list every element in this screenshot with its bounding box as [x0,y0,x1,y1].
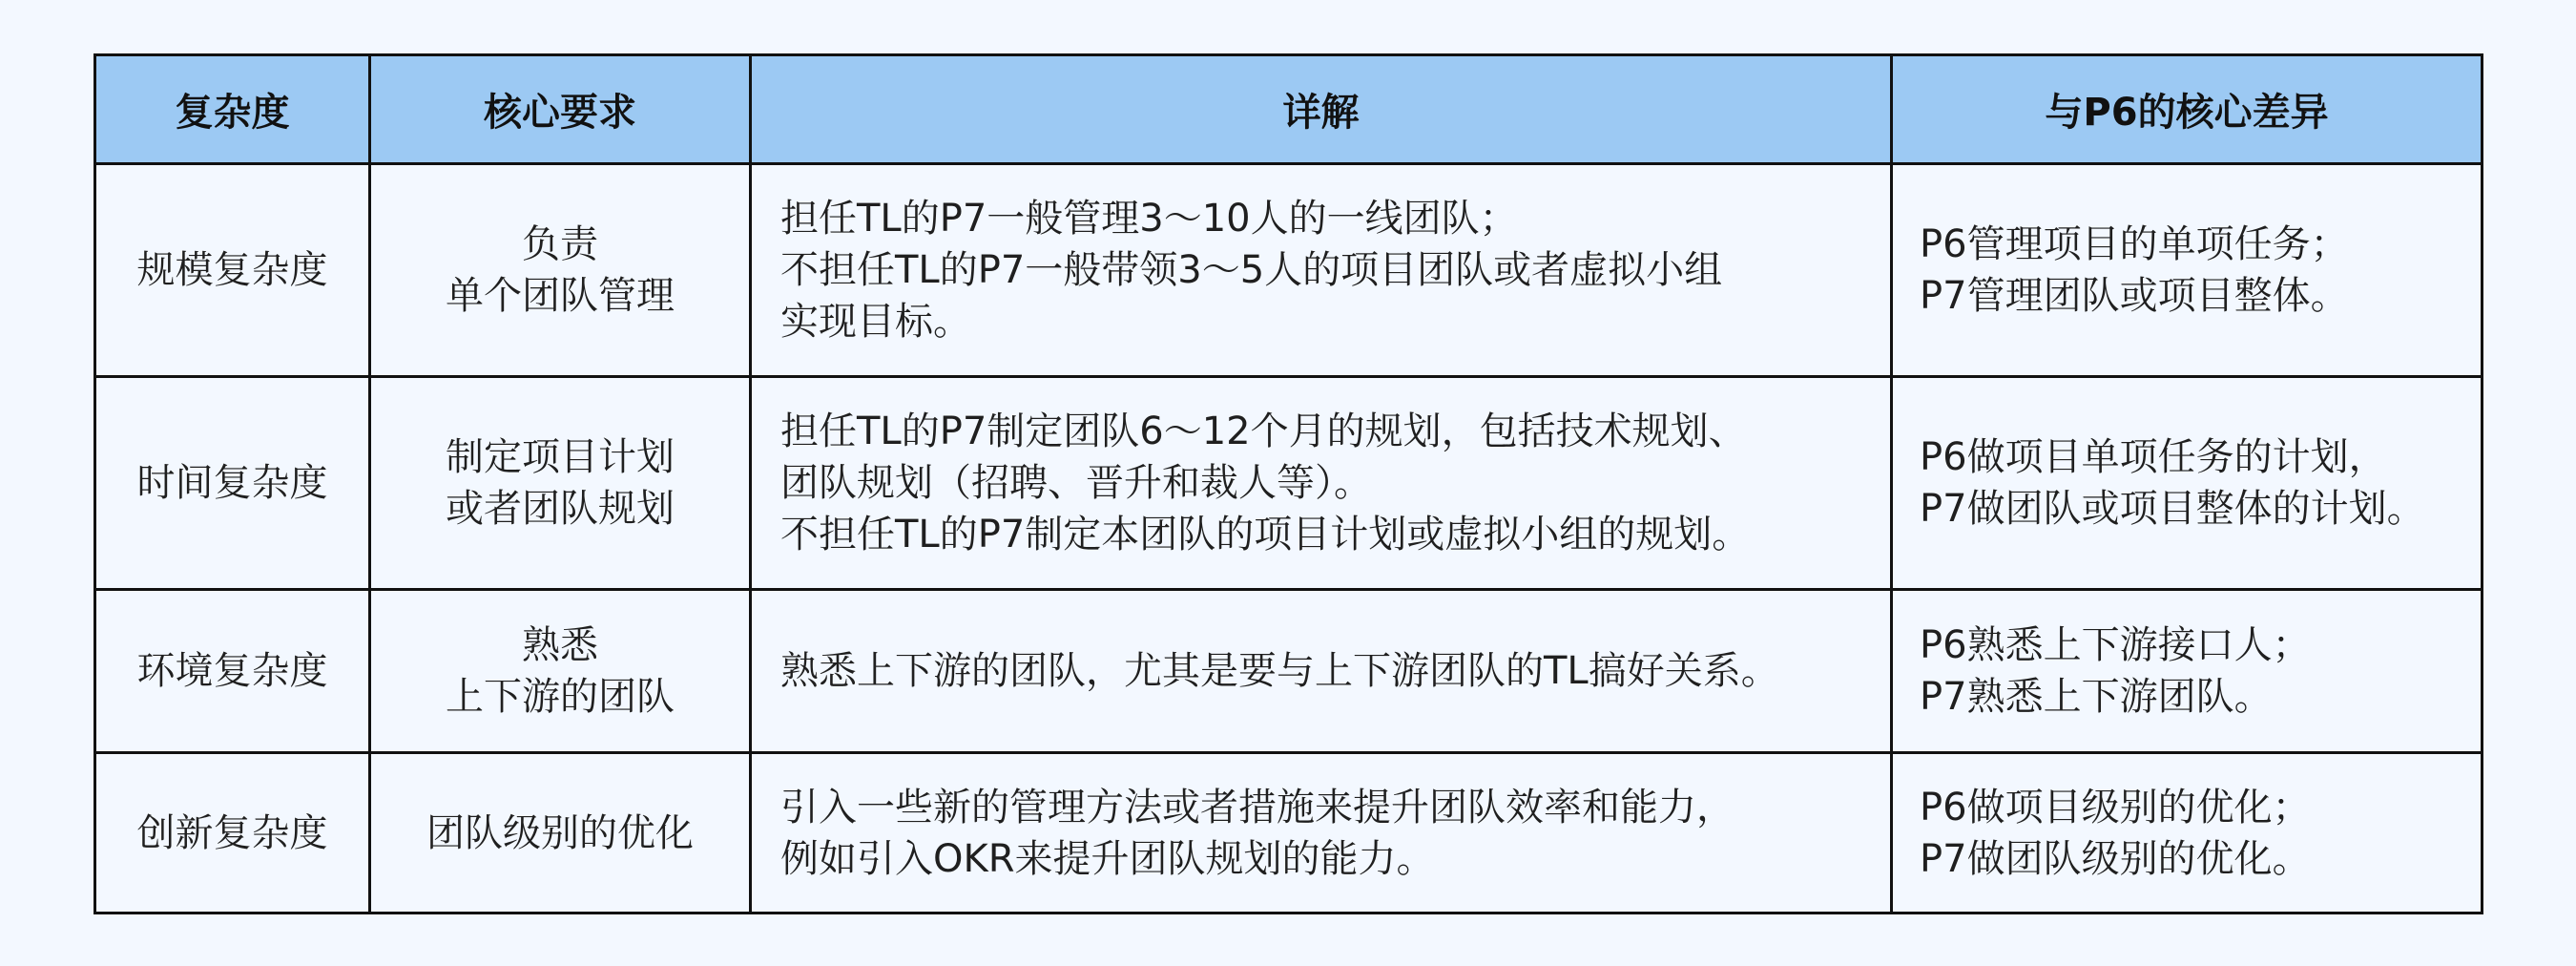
cell-complexity: 创新复杂度 [95,753,370,914]
detail-line: 担任TL的P7制定团队6～12个月的规划，包括技术规划、 [780,410,1747,453]
requirement-line: 制定项目计划 [446,435,675,479]
table-row [95,377,2483,590]
requirement-line: 团队级别的优化 [426,810,694,855]
difference-line: P7管理团队或项目整体。 [1920,274,2349,318]
difference-line: P6做项目单项任务的计划， [1920,435,2387,479]
requirement-line: 负责 [522,222,598,266]
header-difference-from-p6: 与P6的核心差异 [1892,55,2483,164]
cell-detail [751,164,1892,377]
cell-requirement [370,377,751,590]
detail-line: 熟悉上下游的团队，尤其是要与上下游团队的TL搞好关系。 [780,649,1779,693]
table-row [95,590,2483,753]
detail-line: 引入一些新的管理方法或者措施来提升团队效率和能力， [780,785,1735,830]
difference-line: P6做项目级别的优化； [1920,785,2311,830]
header-complexity: 复杂度 [95,55,370,164]
difference-line: P6熟悉上下游接口人； [1920,623,2311,667]
cell-requirement [370,590,751,753]
difference-line: P7做团队级别的优化。 [1920,836,2311,881]
complexity-table-container [93,53,2481,914]
cell-difference [1892,590,2483,753]
requirement-line: 熟悉 [522,623,598,667]
cell-complexity: 环境复杂度 [95,590,370,753]
difference-line: P7做团队或项目整体的计划。 [1920,487,2425,531]
detail-line: 不担任TL的P7制定本团队的项目计划或虚拟小组的规划。 [780,513,1751,556]
cell-detail [751,753,1892,914]
requirement-line: 或者团队规划 [446,487,675,531]
header-detail: 详解 [751,55,1892,164]
difference-line: P7熟悉上下游团队。 [1920,675,2273,719]
table-row [95,753,2483,914]
cell-requirement [370,753,751,914]
requirement-line: 上下游的团队 [446,675,675,719]
cell-difference [1892,164,2483,377]
complexity-table [93,53,2483,914]
difference-line: P6管理项目的单项任务； [1920,222,2349,266]
cell-difference [1892,753,2483,914]
cell-detail [751,377,1892,590]
detail-line: 团队规划（招聘、晋升和裁人等）。 [780,461,1372,505]
cell-complexity: 时间复杂度 [95,377,370,590]
cell-detail [751,590,1892,753]
cell-difference [1892,377,2483,590]
table-header-row [95,55,2483,164]
detail-line: 例如引入OKR来提升团队规划的能力。 [780,836,1435,881]
table-row [95,164,2483,377]
detail-line: 不担任TL的P7一般带领3～5人的项目团队或者虚拟小组 [780,248,1723,292]
cell-complexity: 规模复杂度 [95,164,370,377]
detail-line: 实现目标。 [780,300,971,344]
detail-line: 担任TL的P7一般管理3～10人的一线团队； [780,197,1518,241]
cell-requirement [370,164,751,377]
header-core-requirement: 核心要求 [370,55,751,164]
requirement-line: 单个团队管理 [446,274,675,318]
